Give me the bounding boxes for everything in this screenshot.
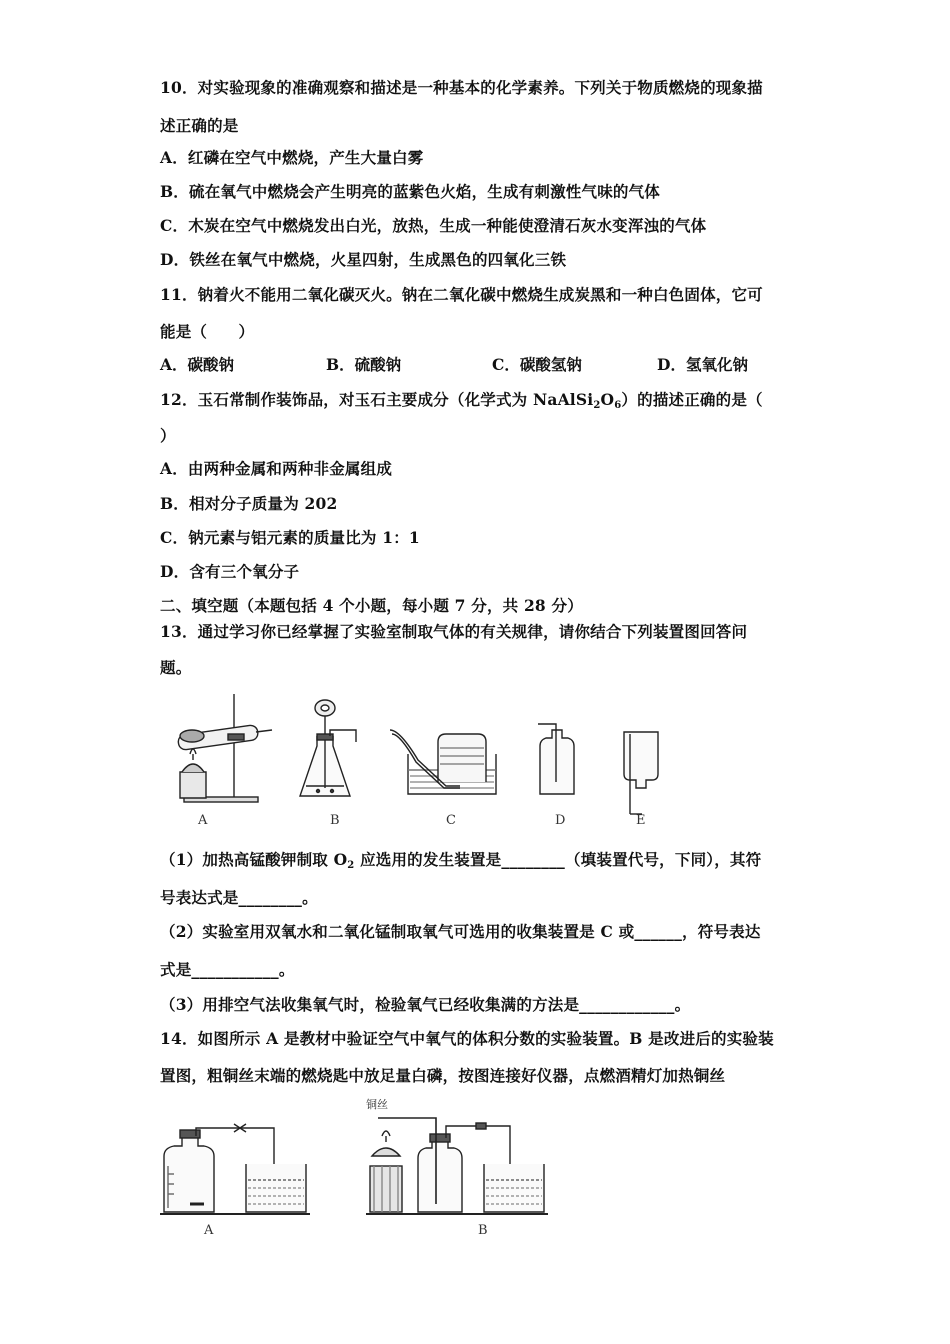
apparatus-14b xyxy=(366,1118,548,1214)
apparatus-e-inverted-bottle xyxy=(624,732,658,814)
q14-stem-line1: 14．如图所示 A 是教材中验证空气中氧气的体积分数的实验装置。B 是改进后的实验装 xyxy=(160,1029,774,1048)
q12-option-d: D．含有三个氧分子 xyxy=(160,562,300,581)
copper-wire-label: 铜丝 xyxy=(366,1098,388,1111)
apparatus-14a xyxy=(160,1124,310,1214)
q12-sub-6: 6 xyxy=(614,400,622,411)
q14-stem-line2: 置图，粗铜丝末端的燃烧匙中放足量白磷，按图连接好仪器，点燃酒精灯加热铜丝 xyxy=(160,1066,726,1085)
q11-option-d: D．氢氧化钠 xyxy=(657,355,748,374)
q13-part3: （3）用排空气法收集氧气时，检验氧气已经收集满的方法是____________。 xyxy=(160,995,691,1014)
apparatus-b-conical-flask xyxy=(300,700,356,796)
q12-option-b: B．相对分子质量为 202 xyxy=(160,494,338,513)
q10-option-a: A．红磷在空气中燃烧，产生大量白雾 xyxy=(160,148,424,167)
fig13-label-d: D xyxy=(555,813,566,828)
q11-option-c: C．碳酸氢钠 xyxy=(492,355,582,374)
section-fill-in-heading: 二、填空题（本题包括 4 个小题，每小题 7 分，共 28 分） xyxy=(160,596,583,615)
fig13-label-e: E xyxy=(636,813,646,828)
q10-option-b: B．硫在氧气中燃烧会产生明亮的蓝紫色火焰，生成有刺激性气味的气体 xyxy=(160,182,661,201)
fig14-label-a: A xyxy=(204,1223,214,1238)
q11-option-a: A．碳酸钠 xyxy=(160,355,235,374)
q12-stem-line2: ） xyxy=(160,426,176,445)
q12-stem-pre: 12．玉石常制作装饰品，对玉石主要成分（化学式为 NaAlSi xyxy=(160,390,594,409)
q13-stem-line1: 13．通过学习你已经掌握了实验室制取气体的有关规律，请你结合下列装置图回答问 xyxy=(160,622,748,641)
q11-stem-line2: 能是（ ） xyxy=(160,322,255,341)
q12-sub-2: 2 xyxy=(593,400,601,411)
q13-part1-sub: 2 xyxy=(347,860,355,871)
q10-stem-line1: 10．对实验现象的准确观察和描述是一种基本的化学素养。下列关于物质燃烧的现象描 xyxy=(160,78,763,97)
q10-option-c: C．木炭在空气中燃烧发出白光，放热，生成一种能使澄清石灰水变浑浊的气体 xyxy=(160,216,707,235)
q13-stem-line2: 题。 xyxy=(160,658,192,677)
q11-stem-line1: 11．钠着火不能用二氧化碳灭火。钠在二氧化碳中燃烧生成炭黑和一种白色固体，它可 xyxy=(160,285,763,304)
q12-stem-mid: O xyxy=(600,390,615,409)
q13-part1-post: 应选用的发生装置是________（填装置代号，下同），其符 xyxy=(354,850,762,869)
q12-stem-post: ）的描述正确的是（ xyxy=(621,390,763,409)
q11-option-b: B．硫酸钠 xyxy=(326,355,402,374)
q10-option-d: D．铁丝在氧气中燃烧，火星四射，生成黑色的四氧化三铁 xyxy=(160,250,567,269)
fig13-label-c: C xyxy=(446,813,456,828)
fig13-label-a: A xyxy=(198,813,208,828)
apparatus-d-gas-bottle xyxy=(538,724,574,794)
q12-stem-line1 xyxy=(160,390,763,416)
q13-apparatus-figure xyxy=(160,690,680,830)
q10-stem-line2: 述正确的是 xyxy=(160,116,239,135)
q13-part2-line2: 式是___________。 xyxy=(160,960,295,979)
q13-part1-pre: （1）加热高锰酸钾制取 O xyxy=(160,850,348,869)
fig14-label-b: B xyxy=(478,1223,488,1238)
q13-part2-line1: （2）实验室用双氧水和二氧化锰制取氧气可选用的收集装置是 C 或______，符号表达 xyxy=(160,922,761,941)
apparatus-c-water-trough xyxy=(390,730,496,794)
q14-apparatus-figure xyxy=(160,1096,550,1241)
q12-option-c: C．钠元素与铝元素的质量比为 1：1 xyxy=(160,528,420,547)
apparatus-a-heating-tube xyxy=(177,694,272,802)
q12-option-a: A．由两种金属和两种非金属组成 xyxy=(160,459,393,478)
fig13-label-b: B xyxy=(330,813,340,828)
q13-part1-line1 xyxy=(160,850,761,876)
q13-part1-line2: 号表达式是________。 xyxy=(160,888,318,907)
